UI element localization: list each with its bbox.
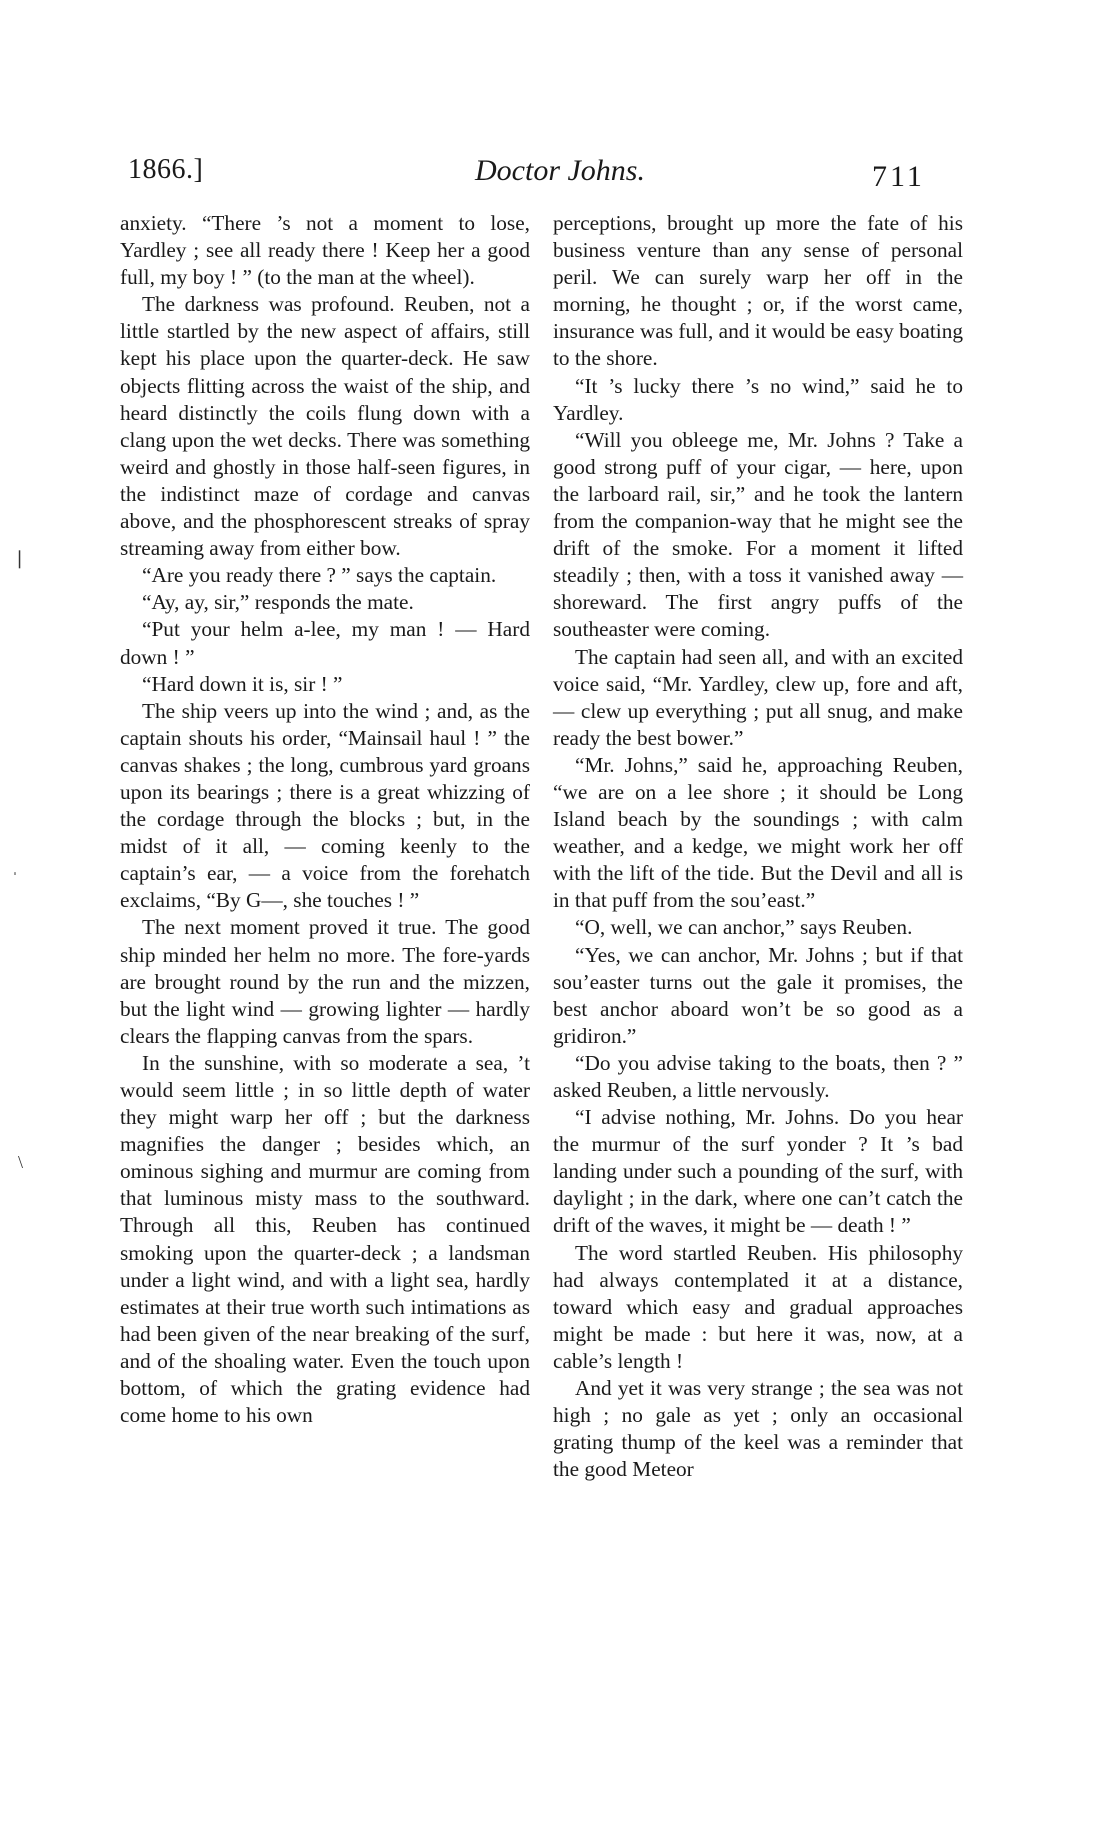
page-number: 711 <box>872 160 925 193</box>
paragraph: “Ay, ay, sir,” responds the mate. <box>142 590 414 615</box>
paragraph: “Hard down it is, sir ! ” <box>142 671 343 696</box>
paragraph: “Will you obleege me, Mr. Johns ? Take a good strong puff of your cigar, — here, upon the larboard rail, sir,” and he took the lantern from the companion-way that he might see the drift of the smoke. For a moment it lifted steadily ; then, with a toss it vanished away — shoreward. The first angry puffs of the southeaster were coming. <box>553 427 963 642</box>
paragraph: The darkness was profound. Reuben, not a little startled by the new aspect of affairs, still kept his place upon the quarter-deck. He saw objects flitting across the waist of the ship, and heard distinctly the coils flung down with a clang upon the wet decks. There was something weird and ghostly in those half-seen figures, in the indistinct maze of cordage and canvas above, and the phosphorescent streaks of spray streaming away from either bow. <box>120 292 530 561</box>
paragraph: “Do you advise taking to the boats, then ? ” asked Reuben, a little nervously. <box>553 1050 963 1102</box>
right-column <box>553 210 963 1483</box>
paragraph: “Mr. Johns,” said he, approaching Reuben, “we are on a lee shore ; it should be Long Island beach by the soundings ; with calm weather, and a kedge, we might work her off with the lift of the tide. But the Devil and all is in that puff from the sou’east.” <box>553 752 963 913</box>
paragraph: “O, well, we can anchor,” says Reuben. <box>575 915 913 940</box>
paragraph: The captain had seen all, and with an excited voice said, “Mr. Yardley, clew up, fore and aft, — clew up everything ; put all snug, and make ready the best bower.” <box>553 644 963 750</box>
paragraph: The word startled Reuben. His philosophy had always contemplated it at a distance, toward which easy and gradual approaches might be made : but here it was, now, at a cable’s length ! <box>553 1240 963 1373</box>
header-date: 1866.] <box>128 154 204 185</box>
paragraph: “Yes, we can anchor, Mr. Johns ; but if that sou’easter turns out the gale it promises, the best anchor aboard won’t be so good as a gridiron.” <box>553 942 963 1048</box>
paragraph: The ship veers up into the wind ; and, as the captain shouts his order, “Mainsail haul ! ” the canvas shakes ; the long, cumbrous yard groans upon its bearings ; there is a great whizzing of the cordage through the blocks ; but, in the midst of it all, — coming keenly to the captain’s ear, — a voice from the forehatch exclaims, “By G—, she touches ! ” <box>120 698 530 913</box>
paragraph: “Put your helm a-lee, my man ! — Hard down ! ” <box>120 617 530 669</box>
paragraph: The next moment proved it true. The good ship minded her helm no more. The fore-yards are brought round by the run and the mizzen, but the light wind — growing lighter — hardly clears the flapping canvas from the spars. <box>120 915 530 1048</box>
margin-mark: ❘ <box>12 548 28 568</box>
paragraph: “It ’s lucky there ’s no wind,” said he to Yardley. <box>553 373 963 425</box>
running-header <box>0 150 1120 210</box>
left-column <box>120 210 530 1429</box>
margin-mark: ˌ <box>12 855 18 875</box>
paragraph: And yet it was very strange ; the sea was not high ; no gale as yet ; only an occasional grating thump of the keel was a reminder that the good Meteor <box>553 1376 963 1482</box>
paragraph: anxiety. “There ’s not a moment to lose, Yardley ; see all ready there ! Keep her a good full, my boy ! ” (to the man at the wheel). <box>120 211 530 290</box>
paragraph: “I advise nothing, Mr. Johns. Do you hear the murmur of the surf yonder ? It ’s bad landing under such a pounding of the surf, with daylight ; in the dark, where one can’t catch the drift of the waves, it might be — death ! ” <box>553 1105 963 1238</box>
paragraph: In the sunshine, with so moderate a sea, ’t would seem little ; in so little depth of water they might warp her off ; but the darkness magnifies the danger ; besides which, an ominous sighing and murmur are coming from that luminous misty mass to the southward. Through all this, Reuben has continued smoking upon the quarter-deck ; a landsman under a light wind, and with a light sea, hardly estimates at their true worth such intimations as had been given of the near breaking of the surf, and of the shoaling water. Even the touch upon bottom, of which the grating evidence had come home to his own <box>120 1050 530 1428</box>
margin-mark: \ <box>18 1152 24 1172</box>
header-title: Doctor Johns. <box>475 154 645 187</box>
paragraph: “Are you ready there ? ” says the captain. <box>142 563 497 588</box>
paragraph: perceptions, brought up more the fate of his business venture than any sense of personal peril. We can surely warp her off in the morning, he thought ; or, if the worst came, insurance was full, and it would be easy boating to the shore. <box>553 211 963 371</box>
